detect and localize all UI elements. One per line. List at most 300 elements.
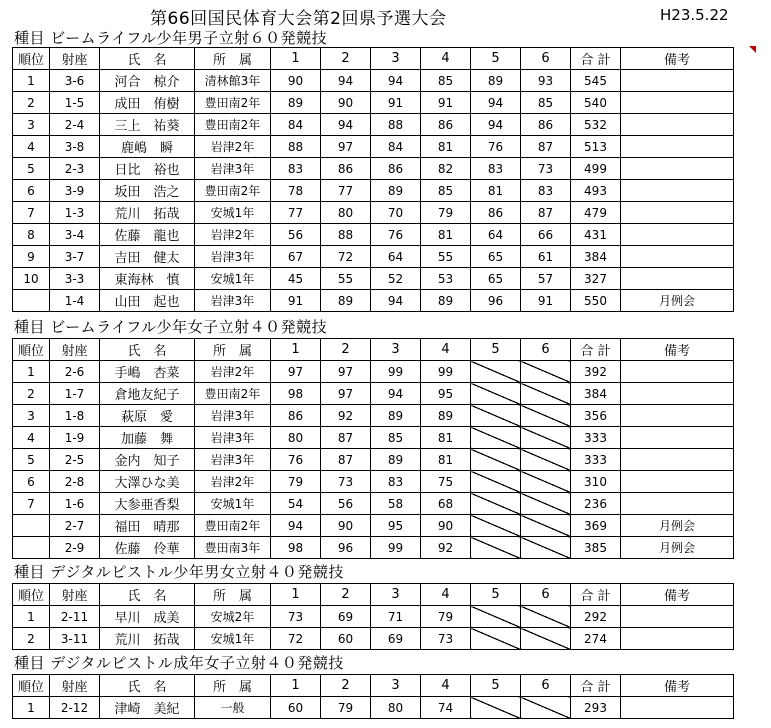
table-row [13,628,734,650]
cell-score-5: 89 [471,70,521,92]
cell-remarks [621,427,734,449]
cell-score-2: 97 [321,361,371,383]
cell-remarks [621,383,734,405]
table-row [13,697,734,719]
cell-affiliation: 岩津2年 [195,224,271,246]
cell-rank: 9 [13,246,50,268]
cell-score-4: 68 [421,493,471,515]
cell-affiliation: 豊田南2年 [195,92,271,114]
cell-affiliation: 岩津3年 [195,427,271,449]
cell-score-5: 76 [471,136,521,158]
header-name: 氏 名 [100,584,195,606]
results-table [12,47,734,312]
cell-score-3: 69 [371,628,421,650]
cell-total: 327 [571,268,621,290]
cell-name: 大参亜香梨 [100,493,195,515]
cell-score-2: 87 [321,449,371,471]
cell-score-2: 73 [321,471,371,493]
cell-remarks [621,628,734,650]
cell-total: 274 [571,628,621,650]
header-score-4: 4 [421,339,471,361]
cell-lane: 1-9 [50,427,100,449]
cell-score-3: 94 [371,383,421,405]
cell-score-1: 94 [271,515,321,537]
cell-score-3: 99 [371,537,421,559]
cell-remarks [621,697,734,719]
cell-name: 荒川 拓哉 [100,202,195,224]
header-rank: 順位 [13,48,50,70]
cell-rank: 2 [13,383,50,405]
cell-score-1: 84 [271,114,321,136]
cell-lane: 3-6 [50,70,100,92]
cell-name: 倉地友紀子 [100,383,195,405]
table-row [13,471,734,493]
cell-score-4: 81 [421,449,471,471]
cell-rank: 1 [13,70,50,92]
cell-score-3: 89 [371,180,421,202]
cell-affiliation: 安城2年 [195,606,271,628]
cell-score-3: 58 [371,493,421,515]
cell-total: 333 [571,427,621,449]
cell-lane: 2-6 [50,361,100,383]
header-score-5: 5 [471,675,521,697]
cell-score-2: 94 [321,70,371,92]
cell-score-6: 73 [521,158,571,180]
cell-total: 431 [571,224,621,246]
cell-name: 河合 椋介 [100,70,195,92]
cell-score-4: 73 [421,628,471,650]
cell-score-5 [471,449,521,471]
cell-score-2: 96 [321,537,371,559]
cell-score-2: 97 [321,383,371,405]
event-title: 種目 ビームライフル少年男子立射６０発競技 [14,29,328,47]
cell-affiliation: 岩津2年 [195,361,271,383]
table-row [13,290,734,312]
cell-score-4: 82 [421,158,471,180]
cell-score-1: 79 [271,471,321,493]
table-row [13,537,734,559]
cell-rank: 3 [13,114,50,136]
cell-score-1: 89 [271,92,321,114]
cell-rank: 1 [13,606,50,628]
cell-score-1: 80 [271,427,321,449]
cell-total: 369 [571,515,621,537]
cell-score-1: 91 [271,290,321,312]
cell-score-5: 64 [471,224,521,246]
cell-score-4: 81 [421,136,471,158]
table-row [13,493,734,515]
header-remarks: 備考 [621,339,734,361]
cell-remarks [621,268,734,290]
cell-remarks: 月例会 [621,290,734,312]
cell-score-2: 87 [321,427,371,449]
table-row [13,246,734,268]
results-table [12,583,734,650]
header-lane: 射座 [50,339,100,361]
cell-affiliation: 岩津3年 [195,158,271,180]
cell-affiliation: 安城1年 [195,493,271,515]
cell-rank: 1 [13,361,50,383]
header-score-2: 2 [321,584,371,606]
cell-remarks [621,405,734,427]
cell-affiliation: 豊田南2年 [195,383,271,405]
cell-name: 萩原 愛 [100,405,195,427]
cell-name: 山田 起也 [100,290,195,312]
cell-rank [13,515,50,537]
cell-rank: 7 [13,493,50,515]
cell-affiliation: 岩津3年 [195,405,271,427]
cell-score-5 [471,471,521,493]
cell-score-4: 79 [421,202,471,224]
header-score-1: 1 [271,584,321,606]
cell-score-3: 64 [371,246,421,268]
table-row [13,70,734,92]
cell-remarks: 月例会 [621,515,734,537]
cell-remarks [621,114,734,136]
cell-score-4: 85 [421,70,471,92]
cell-remarks [621,92,734,114]
cell-rank: 6 [13,180,50,202]
cell-lane: 3-8 [50,136,100,158]
cell-score-6: 85 [521,92,571,114]
cell-total: 513 [571,136,621,158]
table-row [13,515,734,537]
cell-affiliation: 清林館3年 [195,70,271,92]
header-name: 氏 名 [100,48,195,70]
cell-score-3: 80 [371,697,421,719]
cell-total: 499 [571,158,621,180]
table-header-row [13,339,734,361]
cell-name: 加藤 舞 [100,427,195,449]
cell-score-6: 61 [521,246,571,268]
cell-rank: 8 [13,224,50,246]
header-affiliation: 所 属 [195,48,271,70]
cell-remarks [621,158,734,180]
results-table [12,674,734,719]
header-lane: 射座 [50,48,100,70]
cell-score-4: 86 [421,114,471,136]
event-title: 種目 デジタルピストル成年女子立射４０発競技 [14,654,344,672]
cell-score-6 [521,628,571,650]
header-score-3: 3 [371,584,421,606]
header-lane: 射座 [50,675,100,697]
cell-score-4: 89 [421,290,471,312]
header-score-5: 5 [471,48,521,70]
results-table [12,338,734,559]
cell-score-4: 92 [421,537,471,559]
cell-score-1: 76 [271,449,321,471]
event-title: 種目 デジタルピストル少年男女立射４０発競技 [14,563,344,581]
cell-affiliation: 安城1年 [195,202,271,224]
table-header-row [13,584,734,606]
cell-score-4: 75 [421,471,471,493]
header-score-2: 2 [321,339,371,361]
cell-remarks [621,224,734,246]
cell-score-2: 97 [321,136,371,158]
cell-lane: 1-6 [50,493,100,515]
cell-score-2: 90 [321,515,371,537]
cell-remarks [621,606,734,628]
cell-score-2: 86 [321,158,371,180]
cell-rank: 1 [13,697,50,719]
cell-affiliation: 岩津2年 [195,471,271,493]
cell-score-5 [471,493,521,515]
cell-total: 236 [571,493,621,515]
cell-score-2: 80 [321,202,371,224]
cell-remarks [621,180,734,202]
cell-rank: 4 [13,427,50,449]
cell-score-4: 55 [421,246,471,268]
cell-score-3: 70 [371,202,421,224]
cell-lane: 1-7 [50,383,100,405]
header-score-5: 5 [471,584,521,606]
cell-score-4: 53 [421,268,471,290]
header-score-3: 3 [371,339,421,361]
cell-score-3: 85 [371,427,421,449]
cell-score-4: 85 [421,180,471,202]
header-score-1: 1 [271,48,321,70]
cell-score-3: 83 [371,471,421,493]
header-affiliation: 所 属 [195,584,271,606]
cell-score-1: 67 [271,246,321,268]
cell-total: 293 [571,697,621,719]
cell-score-2: 89 [321,290,371,312]
header-score-2: 2 [321,675,371,697]
cell-lane: 2-3 [50,158,100,180]
date: H23.5.22 [660,6,729,24]
cell-affiliation: 岩津3年 [195,246,271,268]
header-name: 氏 名 [100,339,195,361]
cell-total: 385 [571,537,621,559]
cell-score-6 [521,606,571,628]
header-score-5: 5 [471,339,521,361]
cell-score-1: 78 [271,180,321,202]
cell-score-4: 89 [421,405,471,427]
header-name: 氏 名 [100,675,195,697]
cell-name: 大澤ひな美 [100,471,195,493]
header-score-1: 1 [271,339,321,361]
cell-name: 手嶋 杏菜 [100,361,195,383]
header-lane: 射座 [50,584,100,606]
cell-rank: 3 [13,405,50,427]
table-row [13,383,734,405]
cell-remarks [621,449,734,471]
cell-score-3: 99 [371,361,421,383]
header-score-6: 6 [521,675,571,697]
cell-score-3: 86 [371,158,421,180]
cell-name: 佐藤 伶華 [100,537,195,559]
cell-affiliation: 岩津2年 [195,136,271,158]
cell-score-2: 88 [321,224,371,246]
cell-score-5: 81 [471,180,521,202]
header-remarks: 備考 [621,48,734,70]
cell-score-5 [471,628,521,650]
cell-score-6 [521,537,571,559]
cell-score-2: 72 [321,246,371,268]
cell-lane: 1-3 [50,202,100,224]
cell-score-4: 91 [421,92,471,114]
table-row [13,158,734,180]
cell-rank: 2 [13,92,50,114]
cell-affiliation: 豊田南3年 [195,537,271,559]
cell-score-5: 83 [471,158,521,180]
cell-score-6: 57 [521,268,571,290]
cell-score-1: 77 [271,202,321,224]
cell-score-3: 88 [371,114,421,136]
cell-name: 佐藤 龍也 [100,224,195,246]
cell-affiliation: 安城1年 [195,268,271,290]
cell-score-6: 83 [521,180,571,202]
cell-score-2: 60 [321,628,371,650]
cell-total: 550 [571,290,621,312]
cell-total: 292 [571,606,621,628]
table-row [13,224,734,246]
cell-rank: 4 [13,136,50,158]
table-row [13,606,734,628]
cell-score-1: 56 [271,224,321,246]
cell-total: 479 [571,202,621,224]
cell-score-6 [521,449,571,471]
table-header-row [13,675,734,697]
cell-score-1: 88 [271,136,321,158]
cell-score-5 [471,427,521,449]
header-score-4: 4 [421,48,471,70]
cell-total: 384 [571,246,621,268]
cell-lane: 3-9 [50,180,100,202]
cell-remarks [621,202,734,224]
header-affiliation: 所 属 [195,675,271,697]
cell-score-3: 71 [371,606,421,628]
header-score-1: 1 [271,675,321,697]
cell-score-3: 52 [371,268,421,290]
cell-affiliation: 安城1年 [195,628,271,650]
cell-score-2: 94 [321,114,371,136]
cell-lane: 2-5 [50,449,100,471]
cell-score-1: 60 [271,697,321,719]
cell-score-5: 94 [471,92,521,114]
table-header-row [13,48,734,70]
cell-remarks: 月例会 [621,537,734,559]
header-total: 合 計 [571,48,621,70]
cell-lane: 2-12 [50,697,100,719]
cell-score-6: 86 [521,114,571,136]
cell-score-6 [521,361,571,383]
cell-remarks [621,70,734,92]
table-row [13,180,734,202]
cell-score-6 [521,515,571,537]
cell-score-4: 90 [421,515,471,537]
cell-affiliation: 豊田南2年 [195,515,271,537]
cell-score-6: 87 [521,136,571,158]
cell-name: 東海林 慎 [100,268,195,290]
cell-name: 福田 晴那 [100,515,195,537]
cell-lane: 2-7 [50,515,100,537]
cell-score-4: 95 [421,383,471,405]
cell-score-5: 96 [471,290,521,312]
cell-total: 310 [571,471,621,493]
cell-score-6 [521,493,571,515]
cell-lane: 1-4 [50,290,100,312]
cell-total: 532 [571,114,621,136]
header-total: 合 計 [571,339,621,361]
cell-score-3: 84 [371,136,421,158]
cell-lane: 3-11 [50,628,100,650]
header-score-4: 4 [421,675,471,697]
cell-rank: 10 [13,268,50,290]
cell-score-5 [471,361,521,383]
cell-score-6 [521,471,571,493]
cell-name: 金内 知子 [100,449,195,471]
cell-score-3: 76 [371,224,421,246]
cell-score-6: 87 [521,202,571,224]
cell-score-6: 66 [521,224,571,246]
header-score-4: 4 [421,584,471,606]
cell-score-3: 89 [371,405,421,427]
cell-score-5 [471,383,521,405]
cell-score-1: 86 [271,405,321,427]
table-row [13,427,734,449]
cell-score-5 [471,515,521,537]
cell-name: 早川 成美 [100,606,195,628]
cell-rank: 6 [13,471,50,493]
cell-name: 坂田 浩之 [100,180,195,202]
header-total: 合 計 [571,675,621,697]
cell-name: 吉田 健太 [100,246,195,268]
table-row [13,405,734,427]
cell-score-5: 65 [471,246,521,268]
cell-score-1: 72 [271,628,321,650]
cell-score-2: 56 [321,493,371,515]
cell-score-2: 77 [321,180,371,202]
cell-rank: 7 [13,202,50,224]
cell-score-6: 93 [521,70,571,92]
table-row [13,361,734,383]
cell-affiliation: 岩津3年 [195,449,271,471]
header-remarks: 備考 [621,675,734,697]
cell-lane: 3-3 [50,268,100,290]
cell-affiliation: 豊田南2年 [195,180,271,202]
cell-remarks [621,136,734,158]
cell-total: 545 [571,70,621,92]
page-title: 第66回国民体育大会第2回県予選大会 [150,9,447,29]
header-rank: 順位 [13,339,50,361]
cell-score-3: 89 [371,449,421,471]
header-score-6: 6 [521,48,571,70]
cell-score-1: 83 [271,158,321,180]
table-row [13,202,734,224]
cell-total: 540 [571,92,621,114]
cell-score-5 [471,537,521,559]
cell-score-6: 91 [521,290,571,312]
cell-score-2: 55 [321,268,371,290]
header-remarks: 備考 [621,584,734,606]
cell-score-6 [521,427,571,449]
cell-score-4: 81 [421,224,471,246]
cell-score-2: 90 [321,92,371,114]
cell-score-3: 94 [371,290,421,312]
cell-score-5: 86 [471,202,521,224]
table-row [13,136,734,158]
cell-score-4: 81 [421,427,471,449]
cell-score-6 [521,383,571,405]
cell-score-6 [521,405,571,427]
cell-score-3: 95 [371,515,421,537]
table-row [13,268,734,290]
cell-score-5 [471,606,521,628]
cell-score-5: 94 [471,114,521,136]
cell-rank [13,537,50,559]
header-affiliation: 所 属 [195,339,271,361]
